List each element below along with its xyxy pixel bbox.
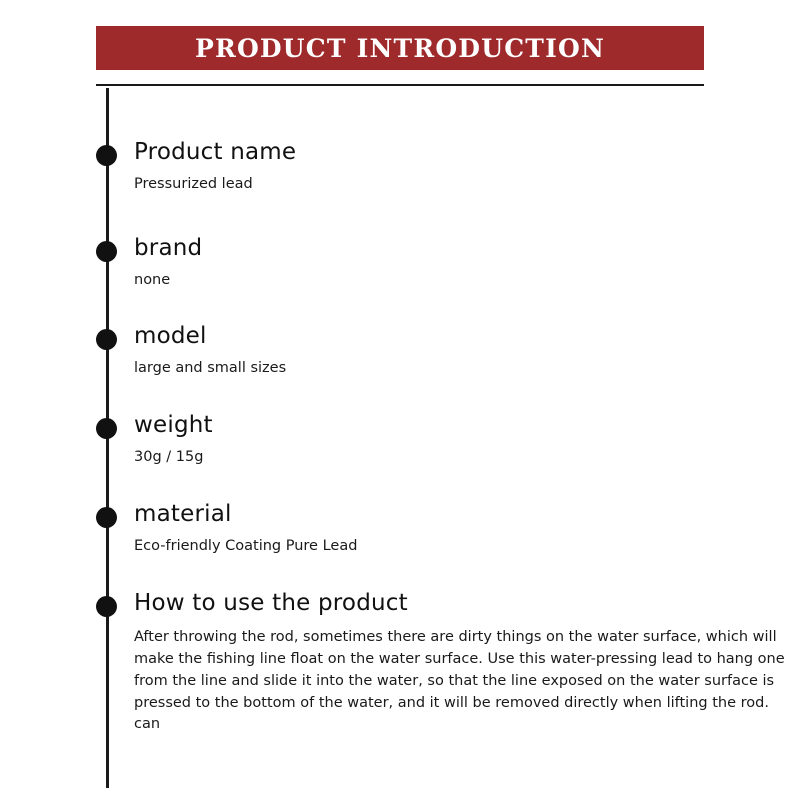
list-item [96, 502, 786, 558]
list-item [96, 324, 786, 380]
list-item [96, 413, 786, 469]
spec-label: Product name [134, 139, 297, 165]
list-item-content [134, 413, 786, 469]
list-item-content [134, 324, 786, 380]
spec-value: none [134, 272, 171, 289]
timeline-dot-icon [96, 241, 117, 262]
timeline-dot-icon [96, 507, 117, 528]
spec-value: large and small sizes [134, 360, 287, 377]
list-item [96, 140, 786, 196]
spec-label: brand [134, 235, 203, 261]
spec-label: material [134, 501, 232, 527]
timeline-dot-icon [96, 418, 117, 439]
header-divider [96, 84, 704, 86]
list-item-content [134, 502, 786, 558]
list-item [96, 236, 786, 292]
timeline-dot-icon [96, 329, 117, 350]
timeline-dot-icon [96, 596, 117, 617]
spec-value: Pressurized lead [134, 176, 253, 193]
list-item [96, 591, 786, 736]
page-title: PRODUCT INTRODUCTION [194, 33, 606, 63]
header-banner [96, 26, 704, 70]
list-item-content [134, 236, 786, 292]
spec-label: How to use the product [134, 590, 408, 616]
spec-label: model [134, 323, 207, 349]
list-item-content [134, 140, 786, 196]
spec-value: Eco-friendly Coating Pure Lead [134, 538, 358, 555]
spec-label: weight [134, 412, 213, 438]
spec-value: After throwing the rod, sometimes there are dirty things on the water surface, which will make the fishing line float on the water surface. Use this water-pressing lead to hang one from the line and slide it into the water, so that the line exposed on the water surface is pressed to the bottom of the water, and it will be removed directly when lifting the rod. can [134, 629, 785, 733]
timeline-dot-icon [96, 145, 117, 166]
list-item-content [134, 591, 786, 736]
spec-value: 30g / 15g [134, 449, 204, 466]
